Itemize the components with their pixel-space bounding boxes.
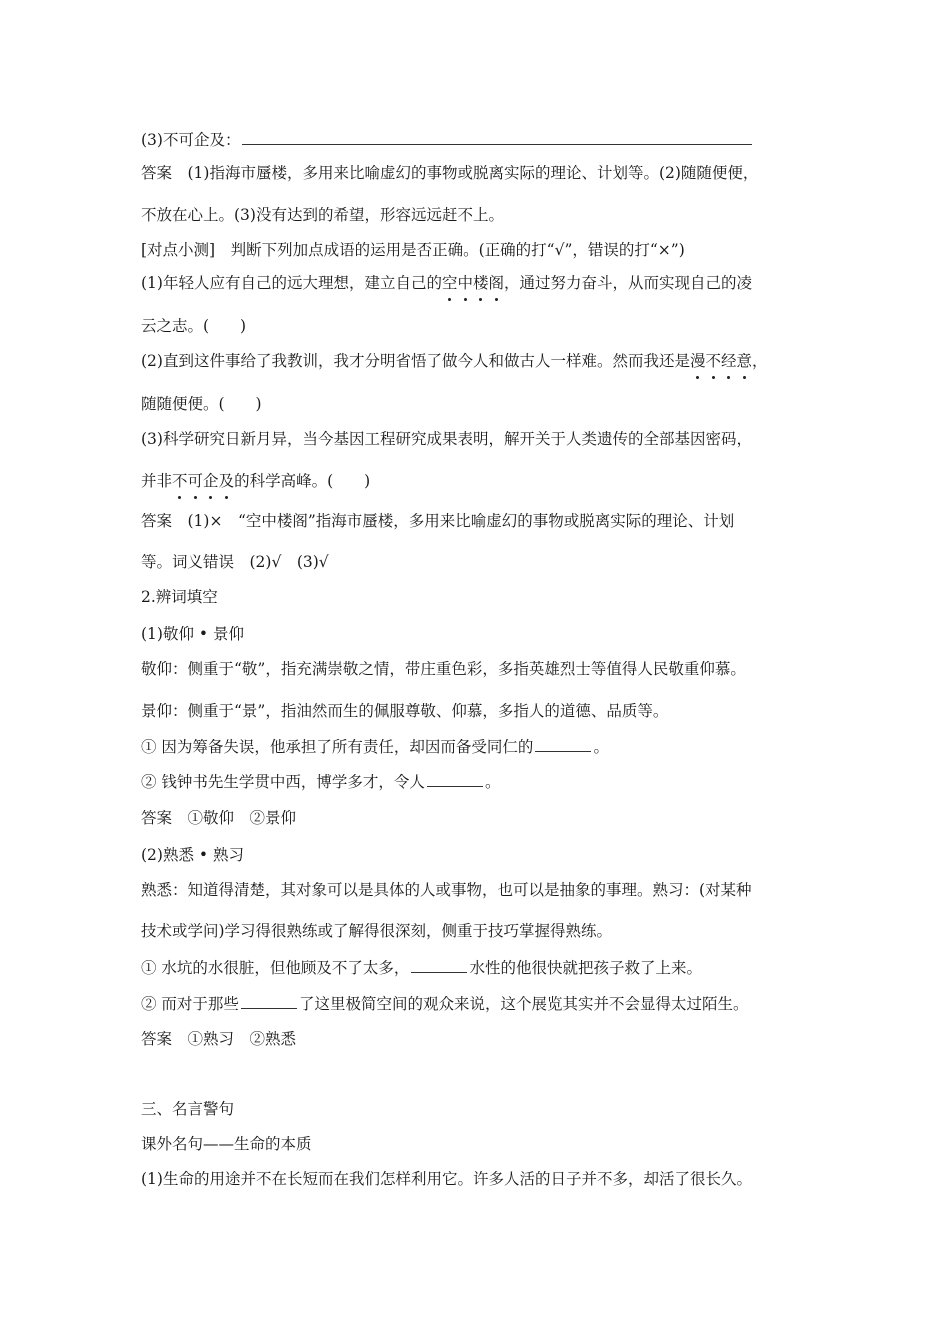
dotted-char: 经 bbox=[721, 352, 737, 370]
fill-blank bbox=[411, 958, 467, 973]
question-2-line-b: 随随便便。( ) bbox=[141, 395, 262, 413]
pair-2-question-1: ① 水坑的水很脏，但他顾及不了太多， 水性的他很快就把孩子救了上来。 bbox=[141, 959, 702, 977]
dotted-char: 不 bbox=[705, 352, 721, 370]
question-3-line-b: 并非不可企及的科学高峰。( ) bbox=[141, 472, 371, 490]
dotted-char: 阁 bbox=[488, 274, 505, 292]
pair-1-question-2: ② 钱钟书先生学贯中西，博学多才，令人 。 bbox=[141, 773, 501, 791]
question-3-line-a: (3)科学研究日新月异，当今基因工程研究成果表明，解开关于人类遗传的全部基因密码， bbox=[141, 430, 752, 448]
answer-1-line-a: 答案 (1)指海市蜃楼，多用来比喻虚幻的事物或脱离实际的理论、计划等。(2)随随便便， bbox=[141, 164, 759, 182]
pair-2-definition-b: 技术或学问)学习得很熟练或了解得很深刻，侧重于技巧掌握得熟练。 bbox=[141, 922, 613, 940]
answer-blank bbox=[242, 128, 752, 145]
pair-1-definition-1: 敬仰：侧重于“敬”，指充满崇敬之情，带庄重色彩，多指英雄烈士等值得人民敬重仰慕。 bbox=[141, 660, 746, 678]
dotted-char: 可 bbox=[187, 472, 204, 490]
section-3-subheading: 课外名句——生命的本质 bbox=[141, 1135, 312, 1153]
section-2-heading: 2.辨词填空 bbox=[141, 588, 218, 606]
dotted-char: 企 bbox=[203, 472, 219, 490]
section-3-heading: 三、名言警句 bbox=[141, 1100, 235, 1118]
quote-1: (1)生命的用途并不在长短而在我们怎样利用它。许多人活的日子并不多，却活了很长久。 bbox=[141, 1170, 752, 1188]
test-heading: [对点小测] 判断下列加点成语的运用是否正确。(正确的打“√”，错误的打“×”) bbox=[141, 241, 685, 259]
fill-blank bbox=[241, 994, 297, 1009]
dotted-char: 不 bbox=[172, 472, 188, 490]
pair-1-question-1: ① 因为筹备失误，他承担了所有责任，却因而备受同仁的 。 bbox=[141, 738, 609, 756]
fill-blank bbox=[535, 737, 591, 752]
question-1-line-a: (1)年轻人应有自己的远大理想，建立自己的空中楼阁，通过努力奋斗，从而实现自己的凌 bbox=[141, 274, 753, 292]
answer-2-line-a: 答案 (1)× “空中楼阁”指海市蜃楼，多用来比喻虚幻的事物或脱离实际的理论、计划 bbox=[141, 512, 735, 530]
fill-blank bbox=[427, 772, 483, 787]
pair-1-title: (1)敬仰 • 景仰 bbox=[141, 625, 244, 643]
pair-2-title: (2)熟悉 • 熟习 bbox=[141, 846, 244, 864]
dotted-char: 中 bbox=[457, 274, 473, 292]
dotted-char: 漫 bbox=[689, 352, 706, 370]
pair-1-definition-2: 景仰：侧重于“景”，指油然而生的佩服尊敬、仰慕，多指人的道德、品质等。 bbox=[141, 702, 669, 720]
q3-label: (3)不可企及： bbox=[141, 131, 241, 149]
question-1-line-b: 云之志。( ) bbox=[141, 317, 247, 335]
pair-2-answer: 答案 ①熟习 ②熟悉 bbox=[141, 1030, 297, 1048]
dotted-char: 意 bbox=[736, 352, 753, 370]
pair-2-definition-a: 熟悉：知道得清楚，其对象可以是具体的人或事物，也可以是抽象的事理。熟习：(对某种 bbox=[141, 881, 752, 899]
answer-2-line-b: 等。词义错误 (2)√ (3)√ bbox=[141, 553, 329, 571]
dotted-char: 及 bbox=[218, 472, 235, 490]
q3-definition-line bbox=[141, 128, 752, 150]
pair-2-question-2: ② 而对于那些 了这里极简空间的观众来说，这个展览其实并不会显得太过陌生。 bbox=[141, 995, 749, 1013]
pair-1-answer: 答案 ①敬仰 ②景仰 bbox=[141, 809, 297, 827]
dotted-char: 空 bbox=[441, 274, 458, 292]
dotted-char: 楼 bbox=[473, 274, 489, 292]
question-2-line-a: (2)直到这件事给了我教训，我才分明省悟了做今人和做古人一样难。然而我还是漫不经意， bbox=[141, 352, 768, 370]
answer-1-line-b: 不放在心上。(3)没有达到的希望，形容远远赶不上。 bbox=[141, 206, 504, 224]
